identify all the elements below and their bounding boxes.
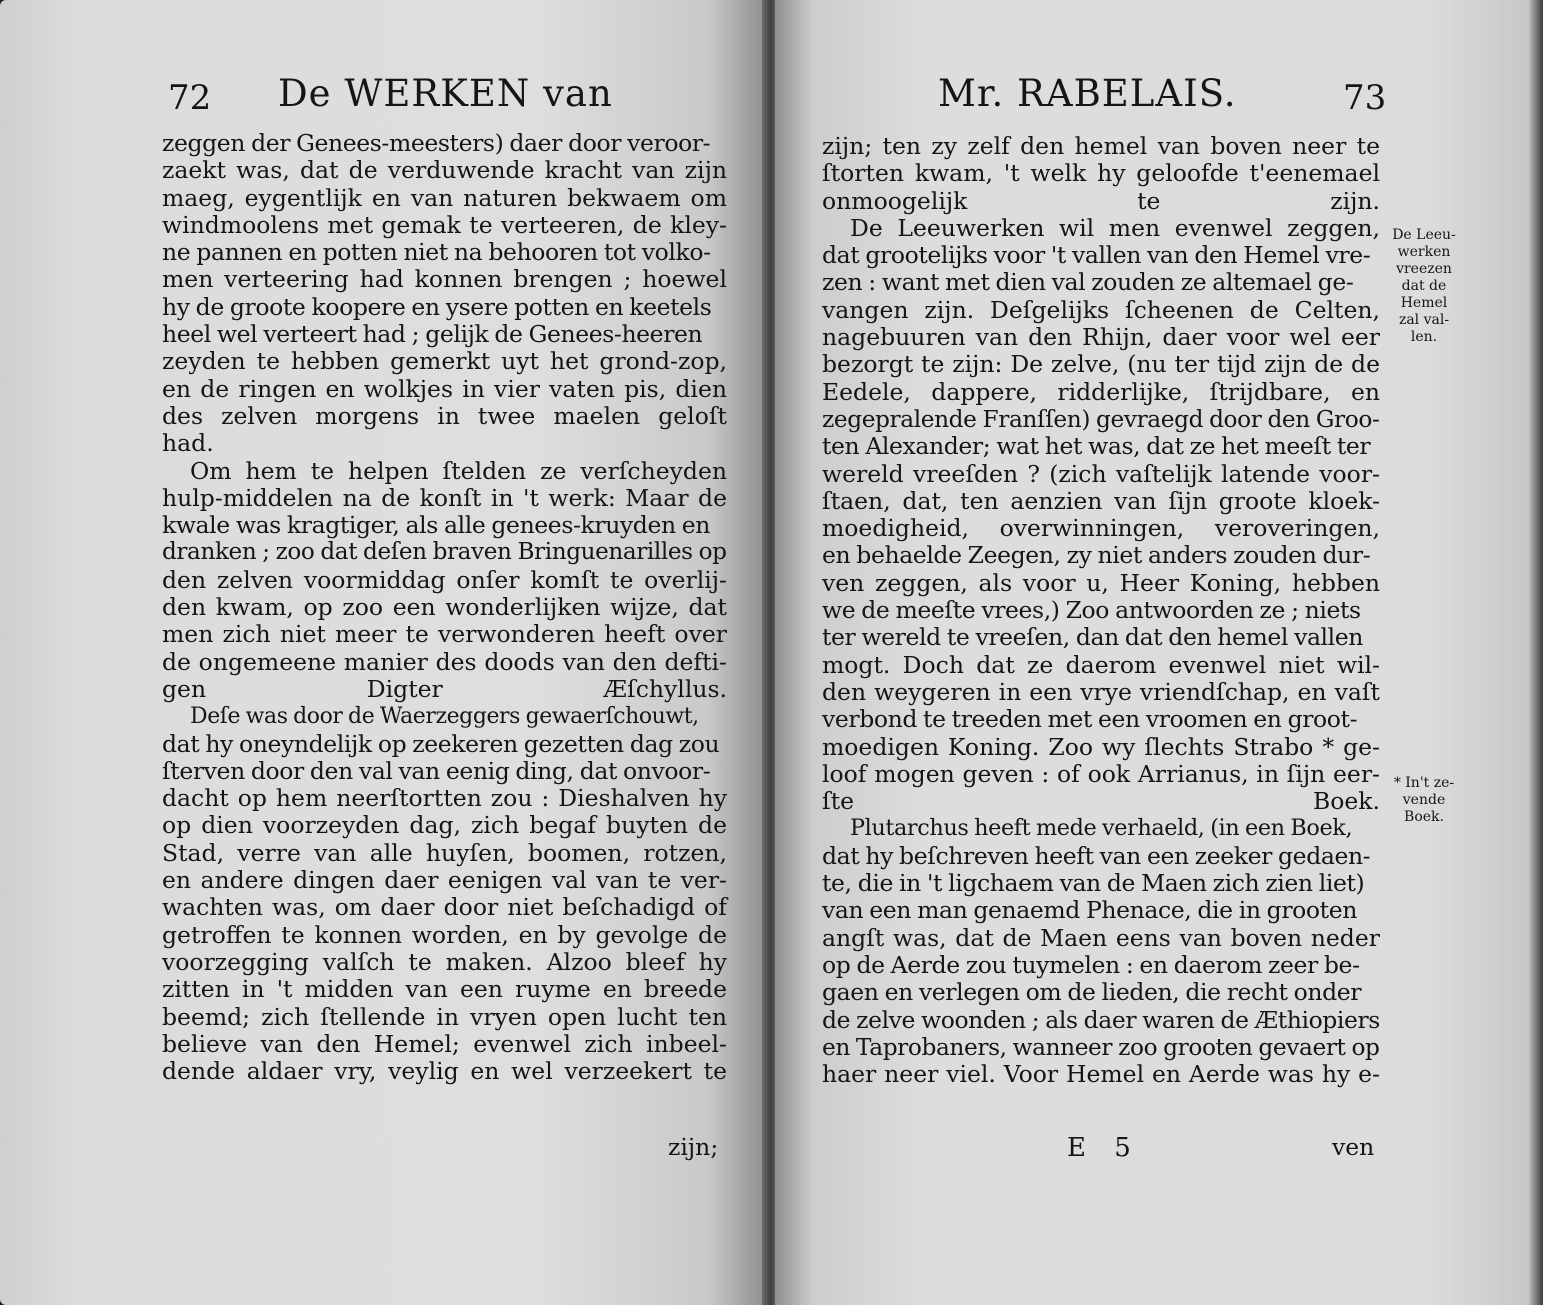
text-line: dranken ; zoo dat deſen braven Bringuenarilles op bbox=[162, 539, 727, 566]
text-line: moedigen Koning. Zoo wy ſlechts Strabo * ge- bbox=[822, 732, 1380, 761]
text-line: ſte Boek. bbox=[822, 787, 1380, 816]
text-line: ſtaen, dat, ten aenzien van ſijn groote kloek- bbox=[822, 486, 1380, 515]
text-line: en de ringen en wolkjes in vier vaten pis, dien bbox=[162, 374, 727, 403]
text-line: getroffen te konnen worden, en by gevolge de bbox=[162, 920, 727, 949]
text-line: De Leeuwerken wil men evenwel zeggen, bbox=[850, 213, 1380, 242]
text-line: wachten was, om daer door niet beſchadigd of bbox=[162, 893, 727, 922]
margin-note-line: len. bbox=[1410, 329, 1438, 345]
text-line: voorzegging valſch te maken. Alzoo bleef hy bbox=[162, 947, 727, 976]
text-line: men zich niet meer te verwonderen heeft over bbox=[162, 620, 727, 649]
text-line: dacht op hem neerſtortten zou : Dieshalven hy bbox=[162, 784, 727, 813]
margin-note-line: werken bbox=[1397, 244, 1451, 260]
text-line: en Taprobaners, wanneer zoo grooten gevaert op bbox=[822, 1033, 1380, 1061]
text-line: dat hy oneyndelijk op zeekeren gezetten dag zou bbox=[162, 729, 720, 758]
text-line: ten Alexander; wat het was, dat ze het meeſt ter bbox=[822, 432, 1371, 461]
text-line: den zelven voormiddag onſer komſt te overlij- bbox=[162, 565, 727, 594]
paragraph bbox=[162, 130, 727, 458]
text-line: we de meeſte vrees,) Zoo antwoorden ze ; niets bbox=[822, 596, 1361, 625]
text-line: zeggen der Genees-meesters) daer door veroor- bbox=[162, 129, 711, 157]
text-line: gaen en verlegen om de lieden, die recht onder bbox=[822, 978, 1362, 1007]
paragraph bbox=[162, 458, 727, 704]
text-line: bezorgt te zijn: De zelve, (nu ter tijd zijn de de bbox=[822, 350, 1380, 379]
left-page bbox=[0, 0, 770, 1305]
text-line: zijn; ten zy zelf den hemel van boven neer te bbox=[822, 132, 1380, 160]
text-line: hulp-middelen na de konſt in 't werk: Maar de bbox=[162, 483, 727, 512]
text-line: de zelve woonden ; als daer waren de Æthiopiers bbox=[822, 1005, 1380, 1034]
margin-note-line: dat de bbox=[1401, 278, 1447, 294]
text-line: dat grootelijks voor 't vallen van den Hemel vre- bbox=[822, 241, 1371, 270]
paragraph bbox=[822, 215, 1380, 816]
page-number-right: 73 bbox=[1343, 78, 1387, 118]
catchword-left: zijn; bbox=[668, 1133, 719, 1161]
margin-note-line: Hemel bbox=[1400, 295, 1448, 311]
text-line: kwale was kragtiger, als alle genees-kruyden en bbox=[162, 511, 711, 540]
text-line: believe van den Hemel; evenwel zich inbeel- bbox=[162, 1029, 727, 1058]
running-head-right: Mr. RABELAIS. bbox=[938, 72, 1237, 115]
text-line: maeg, eygentlijk en van naturen bekwaem om bbox=[162, 183, 727, 212]
text-line: dende aldaer vry, veylig en wel verzeekert te bbox=[162, 1057, 727, 1086]
text-line: zaekt was, dat de verduwende kracht van zijn bbox=[162, 156, 727, 185]
signature-mark: E 5 bbox=[1067, 1133, 1141, 1163]
text-line: Stad, verre van alle huyſen, boomen, rotzen, bbox=[162, 838, 727, 867]
text-line: Om hem te helpen ſtelden ze verſcheyden bbox=[190, 456, 727, 485]
text-line: den weygeren in een vrye vriendſchap, en vaſt bbox=[822, 677, 1380, 706]
left-page-text bbox=[162, 130, 727, 1085]
text-line: onmoogelijk te zijn. bbox=[822, 186, 1380, 215]
text-line: hy de groote koopere en ysere potten en keetels bbox=[162, 292, 712, 321]
text-line: mogt. Doch dat ze daerom evenwel niet wil- bbox=[822, 650, 1380, 679]
text-line: beemd; zich ſtellende in vryen open lucht ten bbox=[162, 1002, 727, 1031]
text-line: dat hy beſchreven heeft van een zeeker gedaen- bbox=[822, 841, 1371, 870]
right-page-text bbox=[822, 133, 1380, 1088]
page-number-left: 72 bbox=[168, 78, 212, 118]
text-line: had. bbox=[162, 429, 214, 458]
margin-note-leeuwerken bbox=[1383, 227, 1465, 346]
paragraph bbox=[162, 703, 727, 1085]
margin-note-line: De Leeu- bbox=[1392, 227, 1456, 243]
text-line: heel wel verteert had ; gelijk de Genees-heeren bbox=[162, 320, 703, 349]
margin-note-boek bbox=[1383, 775, 1465, 826]
text-line: verbond te treeden met een vroomen en groot- bbox=[822, 705, 1358, 734]
margin-note-line: Boek. bbox=[1404, 809, 1444, 825]
paragraph bbox=[822, 815, 1380, 1088]
page-edge bbox=[1529, 0, 1543, 1305]
text-line: de ongemeene manier des doods van den defti- bbox=[162, 647, 727, 676]
text-line: den kwam, op zoo een wonderlijken wijze, dat bbox=[162, 593, 727, 622]
text-line: zen : want met dien val zouden ze altemael ge- bbox=[822, 268, 1354, 297]
text-line: en andere dingen daer eenigen val van te ver- bbox=[162, 866, 727, 895]
margin-note-line: zal val- bbox=[1398, 312, 1450, 328]
running-head-left: De WERKEN van bbox=[278, 72, 613, 115]
text-line: ven zeggen, als voor u, Heer Koning, hebben bbox=[822, 568, 1380, 597]
text-line: te, die in 't ligchaem van de Maen zich zien liet) bbox=[822, 869, 1365, 898]
text-line: en behaelde Zeegen, zy niet anders zouden dur- bbox=[822, 541, 1371, 570]
text-line: angſt was, dat de Maen eens van boven neder bbox=[822, 923, 1380, 952]
text-line: wereld vreeſden ? (zich vaſtelijk latende voor- bbox=[822, 459, 1380, 488]
text-line: op de Aerde zou tuymelen : en daerom zeer be- bbox=[822, 950, 1360, 979]
paragraph bbox=[822, 133, 1380, 215]
text-line: des zelven morgens in twee maelen geloſt bbox=[162, 401, 727, 430]
text-line: zitten in 't midden van een ruyme en breede bbox=[162, 975, 727, 1004]
text-line: Eedele, dappere, ridderlijke, ſtrijdbare, en bbox=[822, 377, 1380, 406]
text-line: nagebuuren van den Rhijn, daer voor wel eer bbox=[822, 323, 1380, 352]
margin-note-line: * In't ze- bbox=[1393, 775, 1455, 791]
catchword-right: ven bbox=[1332, 1133, 1375, 1161]
text-line: men verteering had konnen brengen ; hoewel bbox=[162, 265, 727, 294]
right-page bbox=[775, 0, 1543, 1305]
text-line: Plutarchus heeft mede verhaeld, (in een Boek, bbox=[850, 815, 1353, 842]
text-line: van een man genaemd Phenace, die in grooten bbox=[822, 896, 1357, 925]
text-line: ſtorten kwam, 't welk hy geloofde t'eenemael bbox=[822, 159, 1380, 188]
text-line: windmoolens met gemak te verteeren, de kley- bbox=[162, 210, 727, 239]
text-line: haer neer viel. Voor Hemel en Aerde was hy e- bbox=[822, 1060, 1380, 1089]
text-line: zegepralende Franſſen) gevraegd door den Groo- bbox=[822, 405, 1380, 433]
text-line: gen Digter Æſchyllus. bbox=[162, 674, 727, 703]
text-line: ter wereld te vreeſen, dan dat den hemel vallen bbox=[822, 623, 1364, 652]
text-line: loof mogen geven : of ook Arrianus, in ſijn eer- bbox=[822, 759, 1380, 788]
text-line: op dien voorzeyden dag, zich begaf buyten de bbox=[162, 811, 727, 840]
text-line: ſterven door den val van eenig ding, dat onvoor- bbox=[162, 756, 711, 785]
text-line: ne pannen en potten niet na behooren tot volko- bbox=[162, 238, 711, 267]
margin-note-line: vende bbox=[1402, 792, 1446, 808]
margin-note-line: vreezen bbox=[1396, 261, 1452, 277]
text-line: vangen zijn. Deſgelijks ſcheenen de Celten, bbox=[822, 295, 1380, 324]
text-line: Deſe was door de Waerzeggers gewaerſchouwt, bbox=[190, 704, 699, 730]
text-line: zeyden te hebben gemerkt uyt het grond-zop, bbox=[162, 347, 727, 376]
text-line: moedigheid, overwinningen, veroveringen, bbox=[822, 514, 1380, 543]
